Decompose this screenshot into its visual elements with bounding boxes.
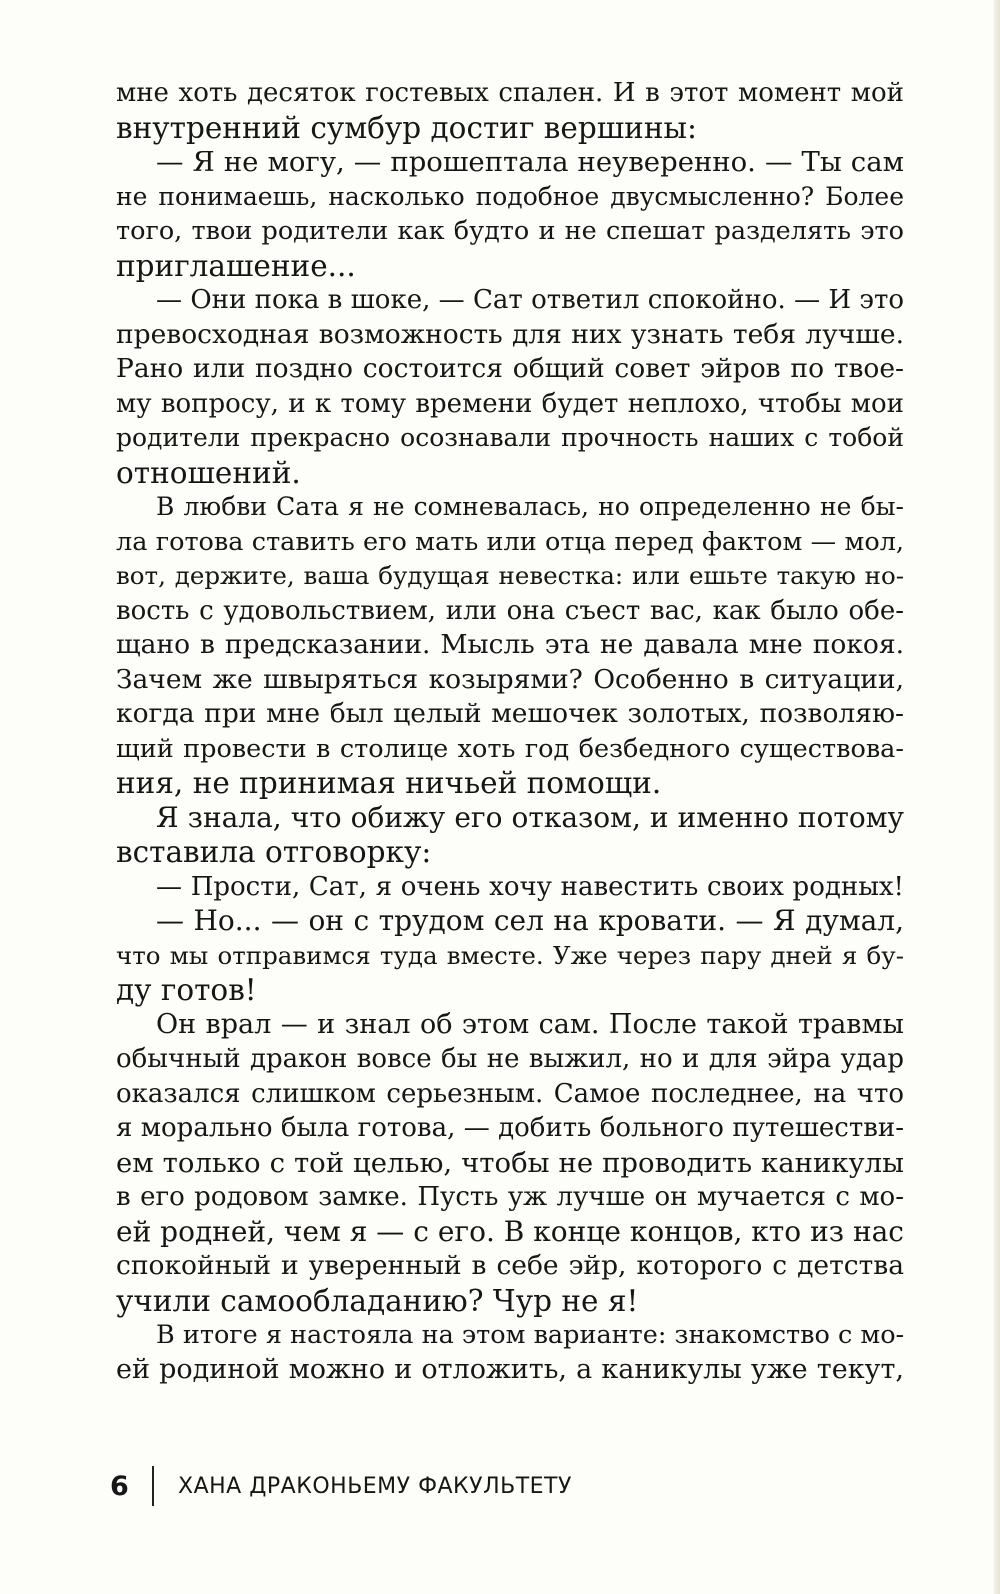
text-line: Рано или поздно состоится общий совет эйров по твое-: [116, 353, 904, 384]
footer-divider: [152, 1466, 154, 1506]
text-line: ния, не принимая ничьей помощи.: [116, 766, 662, 800]
text-line: оказался слишком серьезным. Самое последнее, на что: [116, 1078, 904, 1109]
page-footer: [110, 1466, 572, 1506]
text-line: вставила отговорку:: [116, 835, 432, 869]
text-line: Зачем же швыряться козырями? Особенно в ситуации,: [116, 663, 904, 695]
text-line: щано в предсказании. Мысль эта не давала мне покоя.: [116, 629, 904, 660]
text-line: — Я не могу, — прошептала неуверенно. — Ты сам: [156, 146, 904, 178]
text-line: обычный дракон вовсе бы не выжил, но и для эйра удар: [116, 1044, 904, 1074]
text-line: в его родовом замке. Пусть уж лучше он мучается с мо-: [116, 1182, 904, 1212]
text-line: не понимаешь, насколько подобное двусмысленно? Более: [116, 181, 904, 211]
text-line: мне хоть десяток гостевых спален. И в этот момент мой: [116, 78, 904, 108]
text-line: ду готов!: [116, 973, 257, 1007]
text-line: вот, держите, ваша будущая невестка: или ешьте такую но-: [116, 561, 904, 590]
text-line: того, твои родители как будто и не спешат разделять это: [116, 216, 904, 246]
text-line: — Они пока в шоке, — Сат ответил спокойно. — И это: [156, 285, 904, 315]
text-line: вость с удовольствием, или она съест вас, как было обе-: [116, 595, 904, 626]
text-line: В любви Сата я не сомневалась, но определенно не бы-: [156, 492, 904, 521]
text-line: внутренний сумбур достиг вершины:: [116, 110, 697, 145]
text-line: Он врал — и знал об этом сам. После такой травмы: [156, 1008, 904, 1040]
text-line: В итоге я настояла на этом варианте: знакомство с мо-: [156, 1320, 905, 1350]
running-title: ХАНА ДРАКОНЬЕМУ ФАКУЛЬТЕТУ: [178, 1473, 572, 1499]
text-line: ей родней, чем я — с его. В конце концов, кто из нас: [116, 1214, 904, 1248]
text-line: учили самообладанию? Чур не я!: [116, 1283, 639, 1318]
page-number: 6: [110, 1470, 129, 1502]
text-line: му вопросу, и к тому времени будет неплохо, чтобы мои: [116, 388, 904, 419]
text-line: когда при мне был целый мешочек золотых, позволяю-: [116, 698, 904, 729]
text-line: — Но... — он с трудом сел на кровати. — Я думал,: [156, 904, 904, 937]
text-line: родители прекрасно осознавали прочность наших с тобой: [116, 423, 904, 452]
text-line: щий провести в столице хоть год безбедного существова-: [116, 733, 904, 764]
text-line: что мы отправимся туда вместе. Уже через пару дней я бу-: [116, 940, 904, 970]
text-line: ей родиной можно и отложить, а каникулы уже текут,: [116, 1353, 904, 1385]
text-line: — Прости, Сат, я очень хочу навестить своих родных!: [156, 871, 904, 902]
text-line: я морально была готова, — добить больного путешестви-: [116, 1113, 904, 1143]
text-line: приглашение...: [116, 248, 356, 283]
text-line: превосходная возможность для них узнать тебя лучше.: [116, 318, 904, 350]
text-line: отношений.: [116, 455, 301, 490]
text-line: спокойный и уверенный в себе эйр, которого с детства: [116, 1250, 904, 1281]
text-line: Я знала, что обижу его отказом, и именно потому: [156, 800, 904, 834]
text-line: ла готова ставить его мать или отца перед фактом — мол,: [116, 526, 904, 557]
text-line: ем только с той целью, чтобы не проводить каникулы: [116, 1146, 904, 1179]
body-text: [116, 76, 904, 1387]
